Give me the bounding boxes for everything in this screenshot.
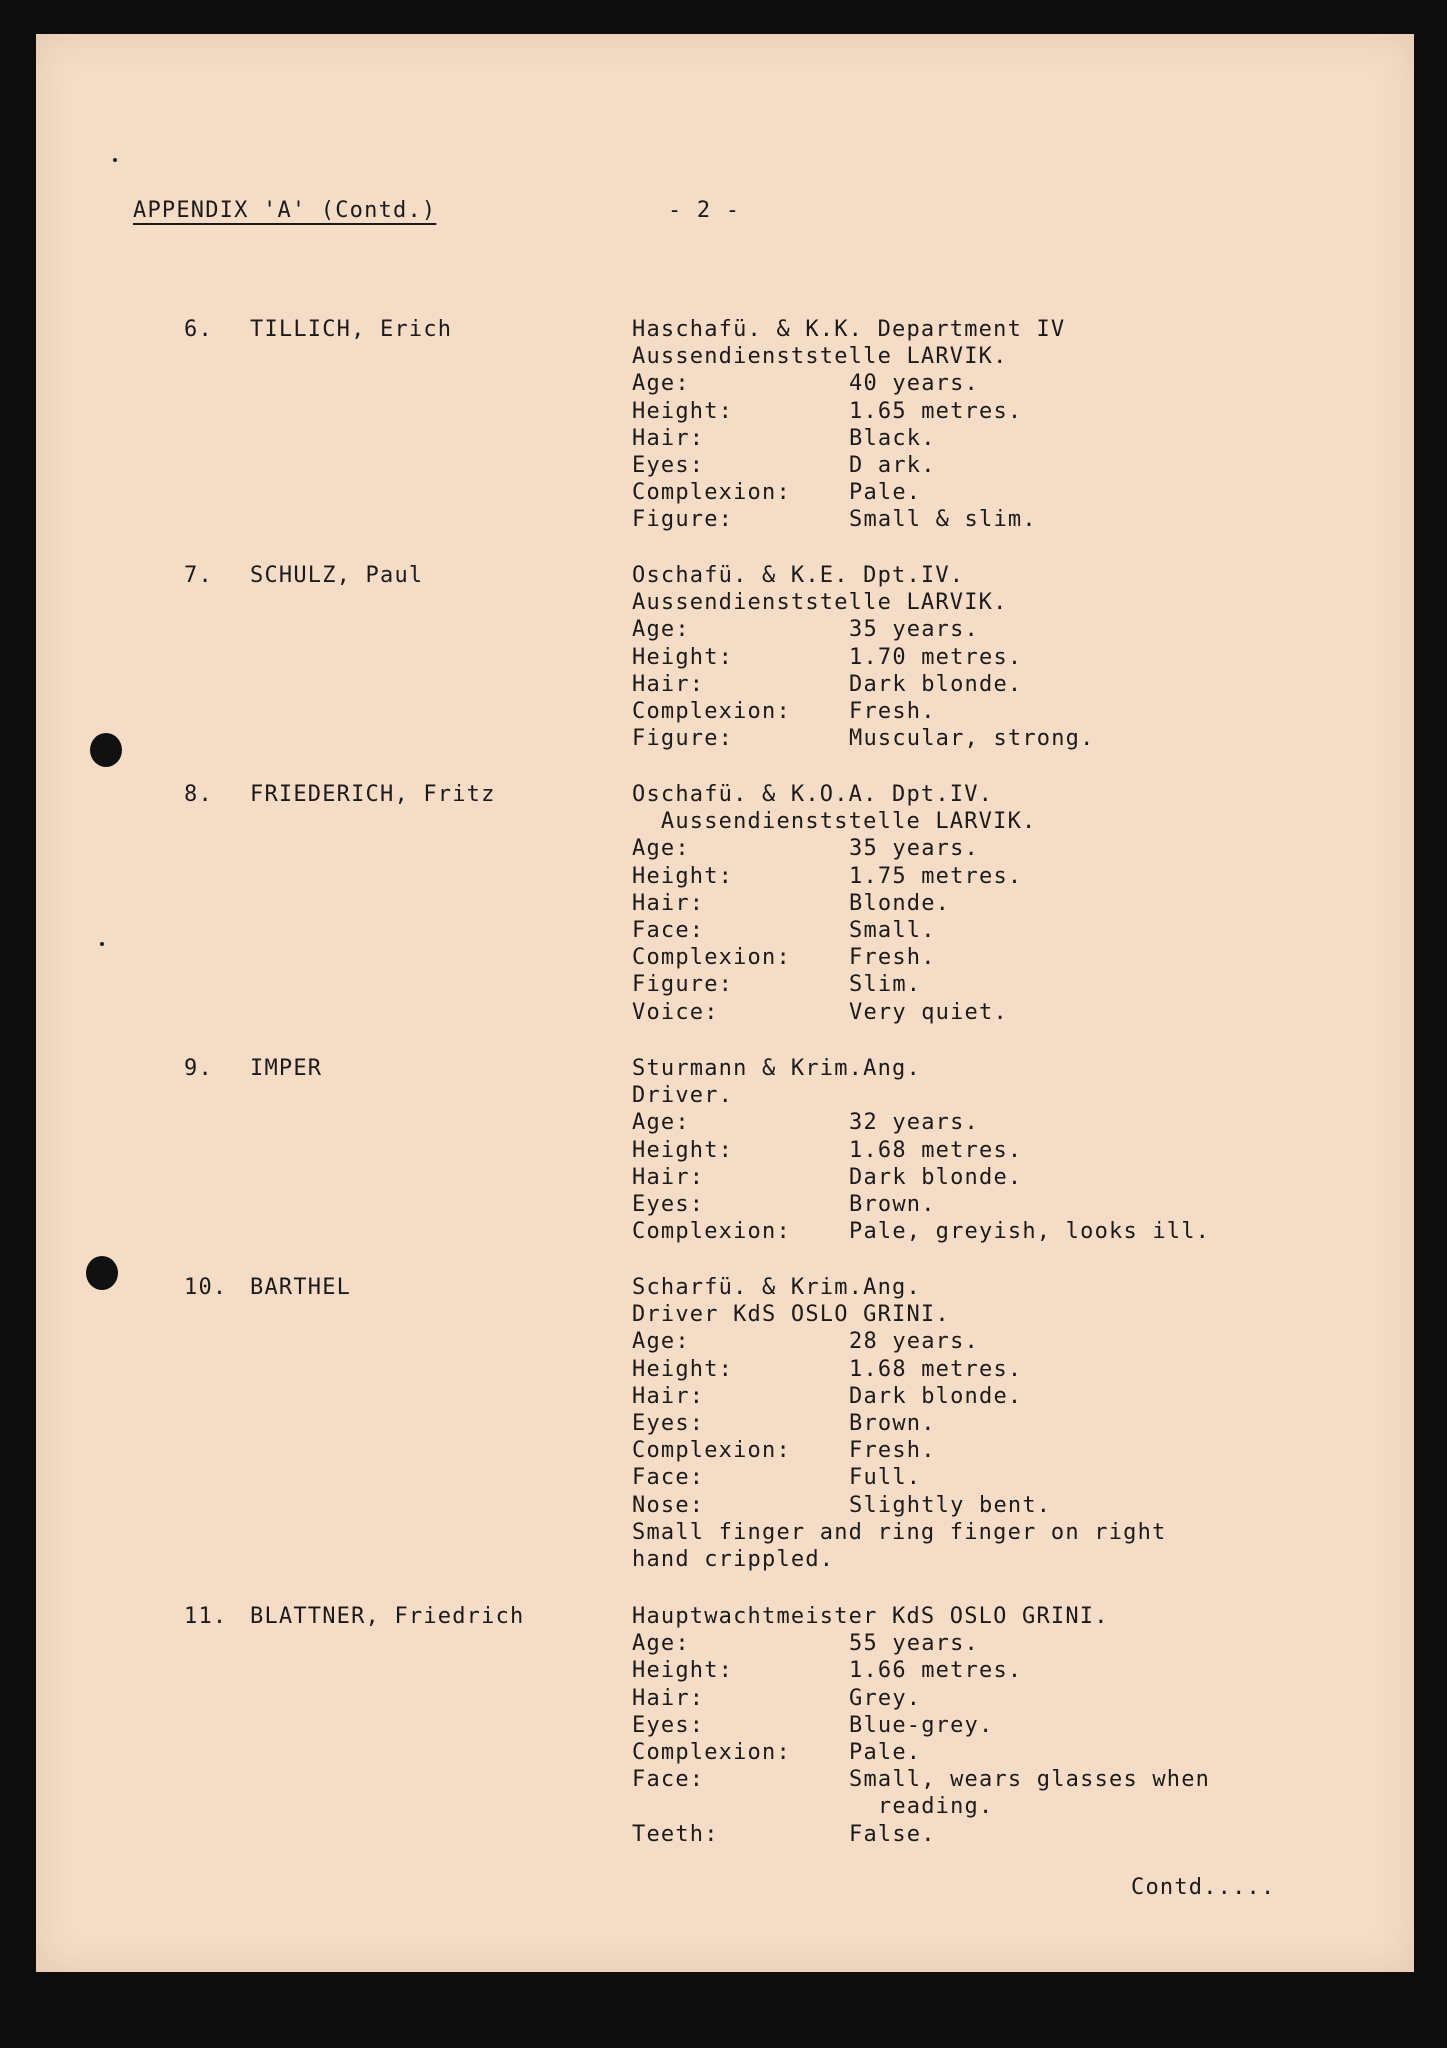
entry-note-line: Small finger and ring finger on right [632,1519,1167,1545]
attribute-label: Figure: [632,726,734,752]
attribute-label: Complexion: [632,945,791,971]
entry-number: 11. [184,1604,228,1629]
attribute-label: Figure: [632,972,734,998]
entry-name: BARTHEL [250,1275,352,1300]
entry-name: IMPER [250,1056,323,1081]
attribute-value: Dark blonde. [849,1383,1023,1409]
entry-name: TILLICH, Erich [250,317,453,342]
entry-unit-line: Oschafü. & K.E. Dpt.IV. [632,563,965,588]
attribute-label: Hair: [632,425,705,451]
attribute-label: Height: [632,644,734,670]
attribute-label: Height: [632,863,734,889]
attribute-label: Complexion: [632,480,791,506]
attribute-label: Figure: [632,507,734,533]
attribute-label: Hair: [632,1685,705,1711]
entry-unit-line: Scharfü. & Krim.Ang. [632,1275,921,1300]
attribute-label: Height: [632,1137,734,1163]
attribute-value: Fresh. [849,699,936,724]
page-number: - 2 - [668,198,741,223]
paper-speck [100,942,104,946]
attribute-value: 40 years. [849,371,980,397]
attribute-label: Hair: [632,890,705,916]
attribute-value: Black. [849,425,936,451]
attribute-value: Pale. [849,480,922,506]
entry-unit-line: Aussendienststelle LARVIK. [632,809,1037,835]
attribute-value: 1.65 metres. [849,398,1023,424]
attribute-label: Age: [632,1329,690,1355]
punch-hole-top [90,733,122,767]
attribute-label: Height: [632,1658,734,1684]
attribute-value: Full. [849,1465,922,1491]
entry-unit-line: Aussendienststelle LARVIK. [632,344,1008,370]
attribute-label: Nose: [632,1492,705,1518]
entry-number: 8. [184,782,213,807]
attribute-value: Grey. [849,1685,922,1711]
attribute-label: Hair: [632,671,705,697]
attribute-value: 28 years. [849,1329,980,1355]
attribute-value: reading. [849,1794,994,1820]
attribute-label: Complexion: [632,1438,791,1464]
entry-number: 9. [184,1056,213,1081]
attribute-value: 1.70 metres. [849,644,1023,670]
attribute-value: Muscular, strong. [849,726,1095,752]
entry-number: 7. [184,563,213,588]
attribute-value: Slightly bent. [849,1492,1052,1518]
entry-number: 10. [184,1275,228,1300]
entry-unit-line: Hauptwachtmeister KdS OSLO GRINI. [632,1604,1109,1629]
attribute-label: Complexion: [632,699,791,724]
attribute-value: 32 years. [849,1110,980,1136]
attribute-value: Small, wears glasses when [849,1767,1211,1793]
attribute-label: Face: [632,918,705,943]
attribute-label: Voice: [632,999,719,1025]
entry-note-line: hand crippled. [632,1547,835,1572]
attribute-value: 35 years. [849,617,980,643]
attribute-value: Dark blonde. [849,1164,1023,1190]
attribute-value: 1.75 metres. [849,863,1023,889]
punch-hole-bottom [86,1256,118,1290]
continued-marker: Contd..... [1131,1875,1276,1900]
attribute-value: Brown. [849,1192,936,1217]
attribute-label: Face: [632,1767,705,1793]
entry-unit-line: Aussendienststelle LARVIK. [632,590,1008,616]
attribute-label: Age: [632,617,690,643]
attribute-label: Age: [632,1110,690,1136]
attribute-label: Teeth: [632,1821,719,1847]
attribute-value: Blonde. [849,890,951,916]
attribute-value: 1.68 metres. [849,1356,1023,1382]
attribute-label: Eyes: [632,1712,705,1738]
entry-unit-line: Sturmann & Krim.Ang. [632,1056,921,1081]
attribute-value: 55 years. [849,1631,980,1657]
attribute-value: 1.68 metres. [849,1137,1023,1163]
attribute-label: Height: [632,398,734,424]
entry-unit-line: Driver. [632,1083,734,1109]
attribute-value: Very quiet. [849,999,1008,1025]
attribute-value: False. [849,1821,936,1847]
attribute-value: Small & slim. [849,507,1037,533]
attribute-value: D ark. [849,453,936,478]
attribute-label: Complexion: [632,1740,791,1765]
attribute-value: Fresh. [849,945,936,971]
entry-unit-line: Driver KdS OSLO GRINI. [632,1302,950,1328]
attribute-label: Eyes: [632,1411,705,1436]
appendix-title: APPENDIX 'A' (Contd.) [133,198,437,223]
attribute-label: Eyes: [632,453,705,478]
attribute-label: Eyes: [632,1192,705,1217]
attribute-value: Pale. [849,1740,922,1765]
entry-name: FRIEDERICH, Fritz [250,782,496,807]
attribute-value: Pale, greyish, looks ill. [849,1219,1211,1245]
attribute-value: 35 years. [849,836,980,862]
attribute-label: Hair: [632,1164,705,1190]
attribute-value: Small. [849,918,936,943]
attribute-label: Age: [632,371,690,397]
attribute-label: Complexion: [632,1219,791,1245]
entry-name: BLATTNER, Friedrich [250,1604,525,1629]
attribute-label: Face: [632,1465,705,1491]
attribute-label: Hair: [632,1383,705,1409]
attribute-value: Brown. [849,1411,936,1436]
attribute-value: Fresh. [849,1438,936,1464]
attribute-value: Blue-grey. [849,1712,994,1738]
entry-unit-line: Haschafü. & K.K. Department IV [632,317,1066,342]
attribute-label: Height: [632,1356,734,1382]
attribute-value: 1.66 metres. [849,1658,1023,1684]
entry-number: 6. [184,317,213,342]
entry-name: SCHULZ, Paul [250,563,424,588]
entry-unit-line: Oschafü. & K.O.A. Dpt.IV. [632,782,994,807]
attribute-value: Slim. [849,972,922,998]
attribute-value: Dark blonde. [849,671,1023,697]
attribute-label: Age: [632,1631,690,1657]
paper-speck [113,158,117,162]
attribute-label: Age: [632,836,690,862]
